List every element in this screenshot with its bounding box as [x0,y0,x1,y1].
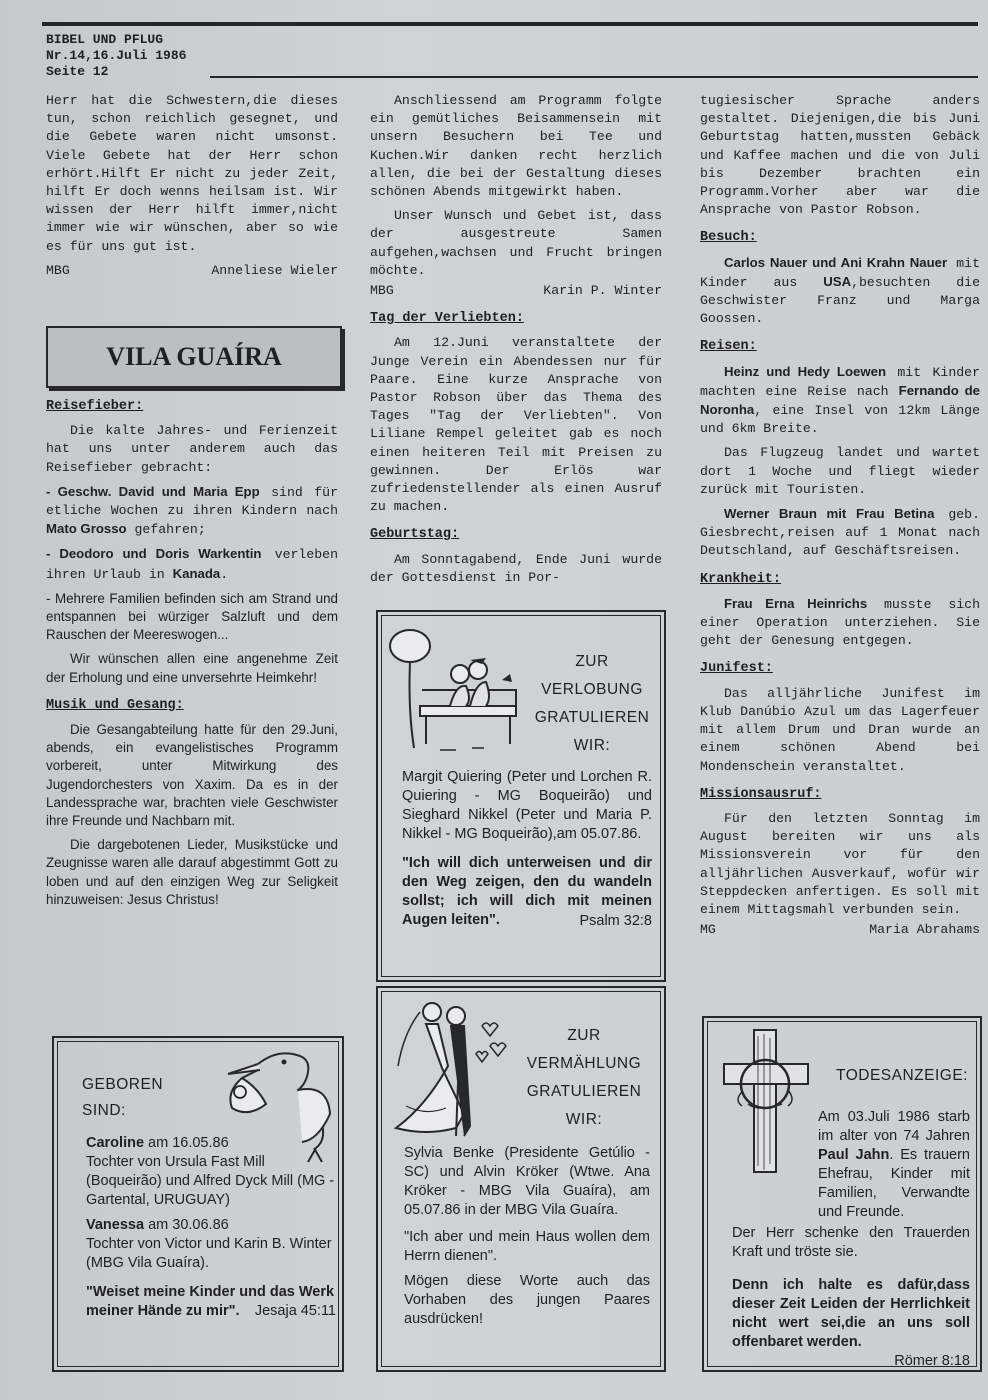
masthead-rule [210,76,978,78]
article-text: Die dargebotenen Lieder, Musikstücke und Zeugnisse waren alle darauf abgestimmt Gott zu loben und auf den einzigen Weg zur Seligkeit hinzuweisen: Jesus Christus! [46,837,338,907]
person-names: Werner Braun mit Frau Betina [724,506,935,522]
obituary-blessing: Der Herr schenke den Trauerden Kraft und tröste sie. [732,1225,970,1260]
text-span: . [220,566,229,582]
birth-announcement-box [52,1036,344,1372]
wedding-text [404,1144,650,1335]
place-name: Kanada [172,565,221,581]
wedding-names: Sylvia Benke (Presidente Getúlio - SC) und Alvin Kröker (Wtwe. Ana Kröker - MBG Vila Guaíra), am 05.07.86 in der MBG Vila Guaíra. [404,1145,650,1218]
section-banner-title: VILA GUAÍRA [106,342,282,371]
person-names: Frau Erna Heinrichs [724,595,868,611]
article-text: - Mehrere Familien befinden sich am Strand und entspannen bei würziger Salzluft und dem Rauschen der Meereswogen... [46,590,338,643]
article-text [46,483,338,540]
wedding-title-line: WIR: [565,1111,603,1128]
person-names: Heinz und Hedy Loewen [724,363,887,379]
text-span: gefahren; [126,522,206,538]
section-heading: Besuch: [700,230,757,246]
article-text [700,505,980,561]
verse-reference: Jesaja 45:11 [254,1303,336,1319]
bible-verse: Denn ich halte es dafür,dass dieser Zeit Leiden der Herrlichkeit nicht wert sei,die an uns soll offenbaret werden. [732,1277,970,1350]
bible-verse [86,1283,336,1321]
engagement-title-line: ZUR [575,653,609,670]
article-text: Die Gesangabteilung hatte für den 29.Juni, abends, ein evangelistisches Programm vorbereit, unter Mitwirkung des Jugendorchesters von Xaxim. Da es in der Landessprache war, brachten viele Geschwister ihre Freunde und Nachbarn mit. [46,722,338,829]
text-span: . Es trauern Ehefrau, Kinder mit Familien, Verwandte und Freunde. [818,1147,970,1220]
article-text: Anschliessend am Programm folgte ein gemütliches Beisammensein mit unsern Besuchern bei Tee und Kuchen.Wir danken recht herzlich allen, die bei der Gestaltung dieses schönen Abends mitgewirkt haben. [370,93,662,200]
obituary-box [702,1016,982,1372]
article-text: Unser Wunsch und Gebet ist, dass der ausgestreute Samen aufgehen,wachsen und Frucht bringen möchte. [370,208,662,278]
text-span: musste sich einer Operation unterziehen. Sie geht der Genesung entgegen. [700,596,980,649]
signature-author: Karin P. Winter [543,283,662,299]
section-heading: Krankheit: [700,571,782,587]
text-span: geb. Giesbrecht,reisen auf 1 Monat nach Deutschland, auf Geschäftsreisen. [700,507,980,559]
verse-text: "Weiset meine Kinder und das Werk meiner Hände zu mir". [86,1284,335,1319]
bride-groom-icon [386,996,526,1146]
engagement-title-line: GRATULIEREN [534,709,650,726]
section-heading: Geburtstag: [370,527,460,543]
couple-on-bench-icon [386,620,526,760]
text-span: ,besuchten die Geschwister Franz und Marga Goossen. [700,274,980,327]
wedding-wish: Mögen diese Worte auch das Vorhaben des jungen Paares ausdrücken! [404,1273,650,1327]
bible-verse: "Ich aber und mein Haus wollen dem Herrn dienen". [404,1229,650,1264]
birth-title-line: GEBOREN [82,1076,164,1093]
baby-name: Vanessa [86,1217,145,1233]
article-text: Am 12.Juni veranstaltete der Junge Verein ein Abendessen nur für Paare. Eine kurze Ansprache von Pastor Robson über das Thema des Tages "Tag der Verliebten". Von Liliane Rempel geleitet gab es noch einen heiteren Teil mit Preisen zu gewinnen. Der Erlös war zufriedenstellender als einen Ausruf zu machen. [370,335,662,515]
birth-date: am 16.05.86 [144,1135,229,1151]
place-name: USA [823,273,852,289]
section-heading: Musik und Gesang: [46,697,184,713]
signature-church: MG [700,922,716,938]
obituary-notice [732,1108,970,1222]
article-text: Das Flugzeug landet und wartet dort 1 Woche und fliegt wieder zurück mit Touristen. [700,445,980,497]
top-rule [42,22,978,26]
engagement-title-line: WIR: [573,737,611,754]
birth-entry [86,1134,336,1210]
article-text [700,254,980,329]
bible-verse: "Ich will dich unterweisen und dir den Weg zeigen, den du wandeln sollst; ich will dich mit meinen Augen leiten". [402,855,652,928]
wedding-title [514,1022,654,1134]
article-text: Die kalte Jahres- und Ferienzeit hat uns unter anderem auch das Reisefieber gebracht: [46,423,338,475]
obituary-frame [707,1021,977,1367]
article-text: Das alljährliche Junifest im Klub Danúbio Azul um das Lagerfeuer mit allem Drum und Dran wurde an einem schönen Abend bei Mondenschein veranstaltet. [700,685,980,774]
person-names: Carlos Nauer und Ani Krahn Nauer [724,254,948,270]
article-text: Am Sonntagabend, Ende Juni wurde der Gottesdienst in Por- [370,551,662,585]
birth-announcement-frame [57,1041,339,1367]
birth-entries [86,1134,336,1327]
article-text: Herr hat die Schwestern,die dieses tun, schon reichlich gesegnet, und die Gebete waren nicht umsonst. Viele Gebete hat der Herr schon erhört.Hilft Er nicht zu jeder Zeit, hilft Er doch wenns heilsam ist. Wir wissen der Herr hilft immer,nicht immer wie wir wünschen, aber so wie es für uns gut ist. [46,93,338,254]
wedding-announcement-box [376,986,666,1372]
signature [46,262,338,280]
section-banner [46,326,342,388]
section-heading: Reisen: [700,339,757,355]
birth-title-line: SIND: [82,1102,126,1119]
birth-parents: Tochter von Ursula Fast Mill (Boqueirão) und Alfred Dyck Mill (MG - Gartental, URUGUAY) [86,1154,335,1208]
person-names: - Deodoro und Doris Warkentin [46,546,262,562]
masthead-issue: Nr.14,16.Juli 1986 [46,48,187,63]
column-1-lower [46,398,338,915]
wedding-frame [381,991,661,1367]
wedding-title-line: VERMÄHLUNG [526,1055,642,1072]
section-heading: Reisefieber: [46,399,144,414]
baby-name: Caroline [86,1135,145,1151]
verse-reference: Römer 8:18 [894,1353,970,1369]
signature [370,282,662,300]
wedding-title-line: GRATULIEREN [526,1083,642,1100]
signature-author: Maria Abrahams [869,922,980,938]
masthead [46,32,186,80]
article-text [46,545,338,583]
person-names: - Geschw. David und Maria Epp [46,483,260,499]
column-1 [46,92,338,288]
signature [700,921,980,939]
text-span: mit Kinder machten eine Reise nach [700,364,980,399]
obituary-title: TODESANZEIGE: [836,1067,968,1084]
article-text: Für den letzten Sonntag im August bereiten wir uns als Missionsverein vor für den alljährlichen Ausverkauf, wofür wir Steppdecken anfertigen. Es soll mit einem Mittagsmahl verbunden sein. [700,810,980,917]
text-span: verleben ihren Urlaub in [46,547,338,582]
engagement-names: Margit Quiering (Peter und Lorchen R. Quiering - MG Boqueirão) und Sieghard Nikkel (Peter und Maria P. Nikkel - MG Boqueirão),am 05.07.86. [402,769,652,842]
place-name: Mato Grosso [46,521,127,537]
article-text [700,595,980,651]
section-heading: Junifest: [700,661,773,677]
birth-title [82,1072,163,1124]
section-heading: Tag der Verliebten: [370,311,524,327]
obituary-text [732,1108,970,1377]
masthead-page: Seite 12 [46,64,109,79]
signature-author: Anneliese Wieler [211,262,338,278]
text-span: , eine Insel von 12km Länge und 6km Breite. [700,403,980,437]
article-text: Wir wünschen allen eine angenehme Zeit der Erholung und eine unversehrte Heimkehr! [46,651,338,685]
text-span: sind für etliche Wochen zu ihren Kindern nach [46,484,338,519]
column-3 [700,92,980,947]
engagement-announcement-box [376,610,666,982]
engagement-text [402,768,652,937]
deceased-name: Paul Jahn [818,1147,890,1163]
signature-church: MBG [370,283,394,299]
signature-church: MBG [46,262,70,278]
birth-date: am 30.06.86 [144,1217,229,1233]
column-2 [370,92,662,593]
engagement-title-line: VERLOBUNG [541,681,643,698]
wedding-title-line: ZUR [567,1027,601,1044]
birth-entry [86,1216,336,1273]
text-span: mit Kinder aus [700,255,980,290]
section-heading: Missionsausruf: [700,786,822,802]
engagement-title [526,648,658,760]
article-text: tugiesischer Sprache anders gestaltet. Diejenigen,die bis Juni Geburtstag hatten,mussten Gebäck und Kaffee machen und die von Juli bis Dezember brachten ein Programm.Vorher aber war die Ansprache von Pastor Robson. [700,93,980,218]
place-name: Fernando de Noronha [700,382,980,418]
birth-parents: Tochter von Victor und Karin B. Winter (MBG Vila Guaíra). [86,1236,332,1271]
masthead-title: BIBEL UND PFLUG [46,32,164,47]
text-span: Am 03.Juli 1986 starb im alter von 74 Jahren [818,1109,970,1144]
engagement-frame [381,615,661,977]
verse-reference: Psalm 32:8 [579,913,652,929]
article-text [700,363,980,439]
